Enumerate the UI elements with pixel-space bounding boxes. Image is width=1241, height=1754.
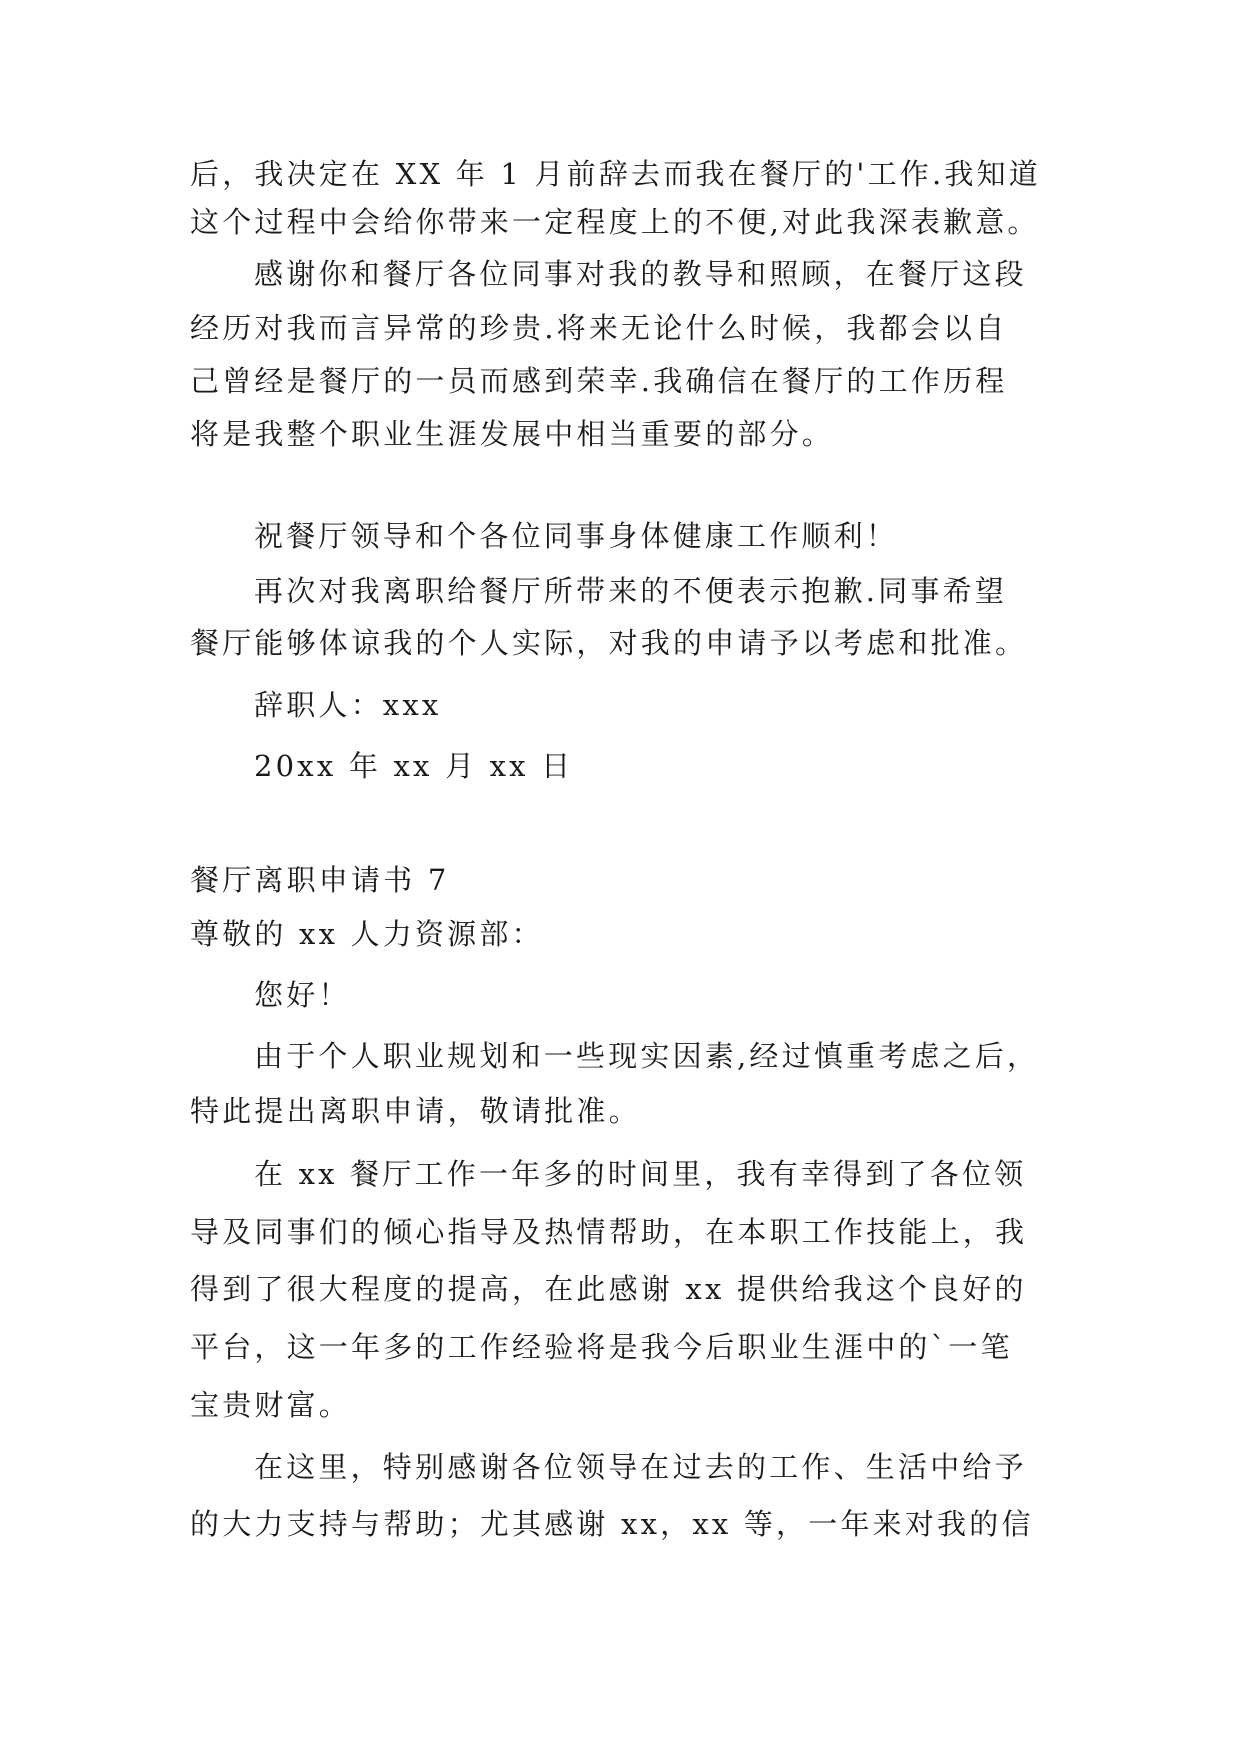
- text-line: 导及同事们的倾心指导及热情帮助，在本职工作技能上，我: [190, 1215, 1028, 1249]
- text-line: 宝贵财富。: [190, 1388, 352, 1422]
- text-line: 感谢你和餐厅各位同事对我的教导和照顾，在餐厅这段: [254, 257, 1027, 291]
- text-line: 的大力支持与帮助；尤其感谢 xx，xx 等，一年来对我的信: [190, 1507, 1034, 1541]
- signer-line: 辞职人：xxx: [254, 688, 442, 722]
- text-line: 后，我决定在 XX 年 1 月前辞去而我在餐厅的'工作.我知道: [190, 157, 1042, 191]
- text-line: 平台，这一年多的工作经验将是我今后职业生涯中的`一笔: [190, 1330, 1013, 1364]
- text-line: 在 xx 餐厅工作一年多的时间里，我有幸得到了各位领: [254, 1157, 1027, 1191]
- greeting: 您好！: [254, 978, 351, 1012]
- text-line: 己曾经是餐厅的一员而感到荣幸.我确信在餐厅的工作历程: [190, 364, 1008, 398]
- text-line: 餐厅能够体谅我的个人实际，对我的申请予以考虑和批准。: [190, 626, 1028, 660]
- date-line: 20xx 年 xx 月 xx 日: [254, 749, 574, 783]
- text-line: 祝餐厅领导和个各位同事身体健康工作顺利！: [254, 519, 899, 553]
- text-line: 经历对我而言异常的珍贵.将来无论什么时候，我都会以自: [190, 311, 1008, 345]
- text-line: 这个过程中会给你带来一定程度上的不便,对此我深表歉意。: [190, 205, 1040, 239]
- text-line: 在这里，特别感谢各位领导在过去的工作、生活中给予: [254, 1450, 1027, 1484]
- salutation: 尊敬的 xx 人力资源部：: [190, 917, 544, 951]
- text-line: 由于个人职业规划和一些现实因素,经过慎重考虑之后，: [254, 1039, 1040, 1073]
- text-line: 将是我整个职业生涯发展中相当重要的部分。: [190, 417, 835, 451]
- text-line: 特此提出离职申请，敬请批准。: [190, 1094, 641, 1128]
- text-line: 再次对我离职给餐厅所带来的不便表示抱歉.同事希望: [254, 574, 1008, 608]
- text-line: 得到了很大程度的提高，在此感谢 xx 提供给我这个良好的: [190, 1272, 1027, 1306]
- section-title: 餐厅离职申请书 7: [190, 863, 450, 897]
